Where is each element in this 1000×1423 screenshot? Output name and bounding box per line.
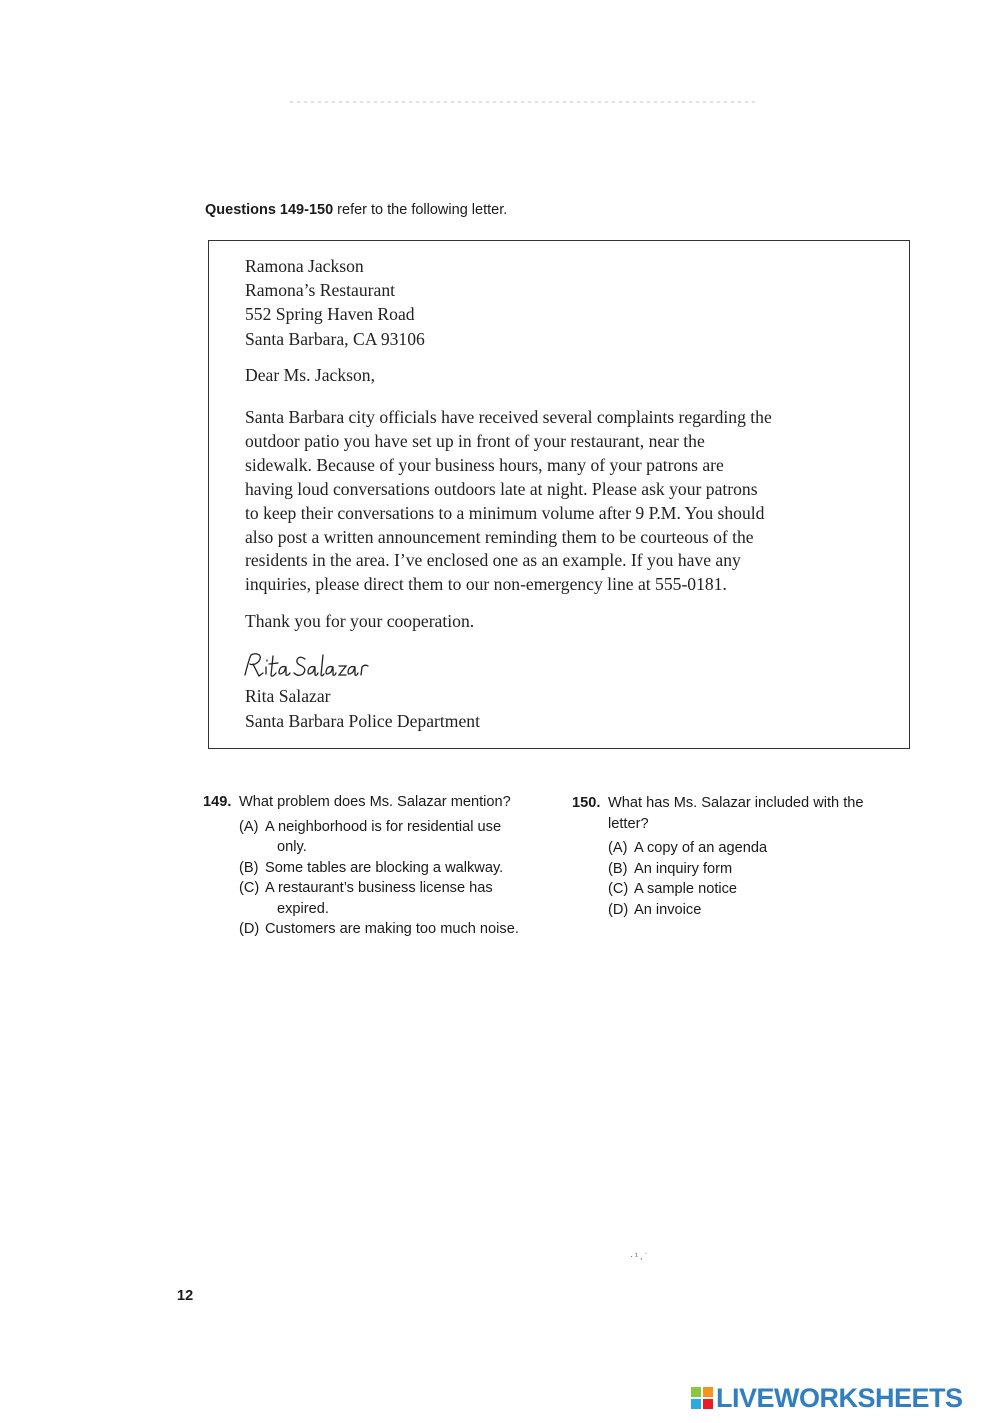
signer-organization: Santa Barbara Police Department — [245, 710, 480, 731]
question-stem: What problem does Ms. Salazar mention? — [239, 794, 511, 810]
questions-intro-text: refer to the following letter. — [333, 202, 508, 218]
answer-option-b[interactable]: (B) Some tables are blocking a walkway. — [239, 859, 504, 876]
answer-options — [239, 817, 548, 940]
question-stem: What has Ms. Salazar included with the letter? — [608, 795, 864, 832]
answer-option-d[interactable]: (D) An invoice — [608, 901, 702, 918]
brand-name: LIVEWORKSHEETS — [716, 1382, 963, 1413]
handwritten-signature — [241, 649, 371, 681]
page-number: 12 — [177, 1288, 194, 1304]
answer-option-c[interactable]: (C) A sample notice — [608, 881, 738, 897]
recipient-address — [245, 254, 425, 351]
question-number: 149. — [203, 794, 232, 810]
letter-body-line: sidewalk. Because of your business hours, many of your patrons are — [245, 454, 724, 475]
answer-option-b[interactable]: (B) An inquiry form — [608, 860, 733, 877]
letter-body-line: residents in the area. I’ve enclosed one as an example. If you have any — [245, 550, 741, 571]
letter-body-line: Santa Barbara city officials have received several complaints regarding the — [245, 407, 772, 427]
letter-box — [208, 240, 910, 749]
signer-name: Rita Salazar — [245, 686, 331, 706]
letter-body-line: outdoor patio you have set up in front of your restaurant, near the — [245, 430, 705, 451]
scan-speck: ·¹,ˈ — [630, 1251, 650, 1261]
answer-options — [608, 838, 892, 920]
liveworksheets-brand — [690, 1383, 963, 1413]
questions-range: Questions 149-150 — [205, 202, 334, 218]
answer-option-c[interactable]: (C) A restaurant’s business license has expired. — [239, 880, 493, 917]
letter-greeting: Dear Ms. Jackson, — [245, 365, 375, 385]
recipient-city: Santa Barbara, CA 93106 — [245, 328, 425, 349]
signer-block — [245, 684, 480, 733]
question-150 — [572, 793, 892, 920]
letter-body-line: to keep their conversations to a minimum volume after 9 P.M. You should — [245, 502, 765, 523]
question-149 — [203, 792, 548, 940]
recipient-business: Ramona’s Restaurant — [245, 280, 396, 301]
letter-closing: Thank you for your cooperation. — [245, 611, 475, 631]
answer-option-d[interactable]: (D) Customers are making too much noise. — [239, 921, 519, 937]
answer-option-a[interactable]: (A) A copy of an agenda — [608, 840, 768, 856]
letter-body-line: also post a written announcement reminding them to be courteous of the — [245, 526, 754, 547]
liveworksheets-logo-icon — [690, 1386, 714, 1410]
letter-body-line: having loud conversations outdoors late at night. Please ask your patrons — [245, 478, 758, 499]
recipient-street: 552 Spring Haven Road — [245, 304, 415, 325]
letter-body — [245, 406, 885, 597]
scan-artifact-line — [290, 101, 755, 103]
questions-intro — [205, 202, 507, 218]
recipient-name: Ramona Jackson — [245, 256, 364, 276]
letter-body-line: inquiries, please direct them to our non-emergency line at 555-0181. — [245, 574, 727, 595]
question-number: 150. — [572, 795, 601, 811]
answer-option-a[interactable]: (A) A neighborhood is for residential use only. — [239, 818, 502, 855]
